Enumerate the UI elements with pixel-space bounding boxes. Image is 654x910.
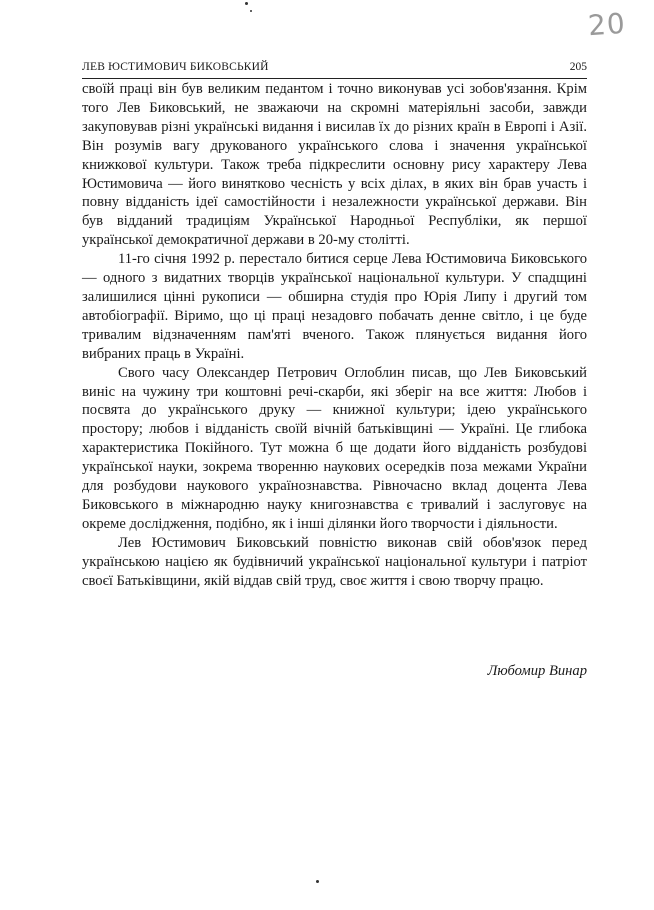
paragraph: 11-го січня 1992 р. перестало битися серце Лева Юстимовича Биковського — одного з видатних творців української національної культури. У спадщині залишилися цінні рукописи — обширна студія про Юрія Липу і другий том автобіографії. Віримо, що ці праці незадовго побачать денне світло, і це буде тривалим відзначенням пам'яті вченого. Також плянується видання його вибраних праць в Україні. [82,251,587,362]
running-header [82,61,587,79]
scan-speck [250,10,252,12]
paragraph: Свого часу Олександер Петрович Оглоблин писав, що Лев Биковський виніс на чужину три коштовні речі-скарби, які зберіг на все життя: Любов і посвята до українського друку — книжної культури; ідею українського простору; любов і відданість своїй вічній батьківщині — Україні. Це глибока характеристика Покійного. Тут можна б ще додати його відданість розбудові української науки, зокрема творенню наукових осередків поза межами України для розбудови наукового українознавства. Рівночасно вклад доцента Лева Биковського в міжнародню науку книгознавства є тривалий і заслуговує на окреме дослідження, подібно, як і інші ділянки його творчости і діяльности. [82,364,587,532]
running-title: ЛЕВ ЮСТИМОВИЧ БИКОВСЬКИЙ [82,61,269,73]
author-signature: Любомир Винар [487,663,587,679]
paragraph: своїй праці він був великим педантом і точно виконував усі зобов'язання. Крім того Лев Биковський, не зважаючи на скромні матеріяльні засоби, завжди закуповував різні українські видання і висилав їх до різних країн в Европі і Азії. Він розумів вагу друкованого українського слова і значення української книжкової культури. Також треба підкреслити основну рису характеру Лева Юстимовича — його винятково чесність у всіх ділах, в яких він брав участь і повну відданість ідеї самостійности і незалежности української держави. Він був відданий традиціям Української Народньої Республіки, як першої української демократичної держави в 20-му столітті. [82,81,587,249]
scan-speck [316,880,319,883]
page-number: 205 [569,61,587,73]
paragraph: Лев Юстимович Биковський повністю виконав свій обов'язок перед українською нацією як будівничий української національної культури і патріот своєї Батьківщини, якій віддав свій труд, своє життя і свою творчу працю. [82,534,587,589]
body-text [82,80,587,590]
scan-speck [245,2,248,5]
handwritten-page-mark: 20 [586,6,627,43]
